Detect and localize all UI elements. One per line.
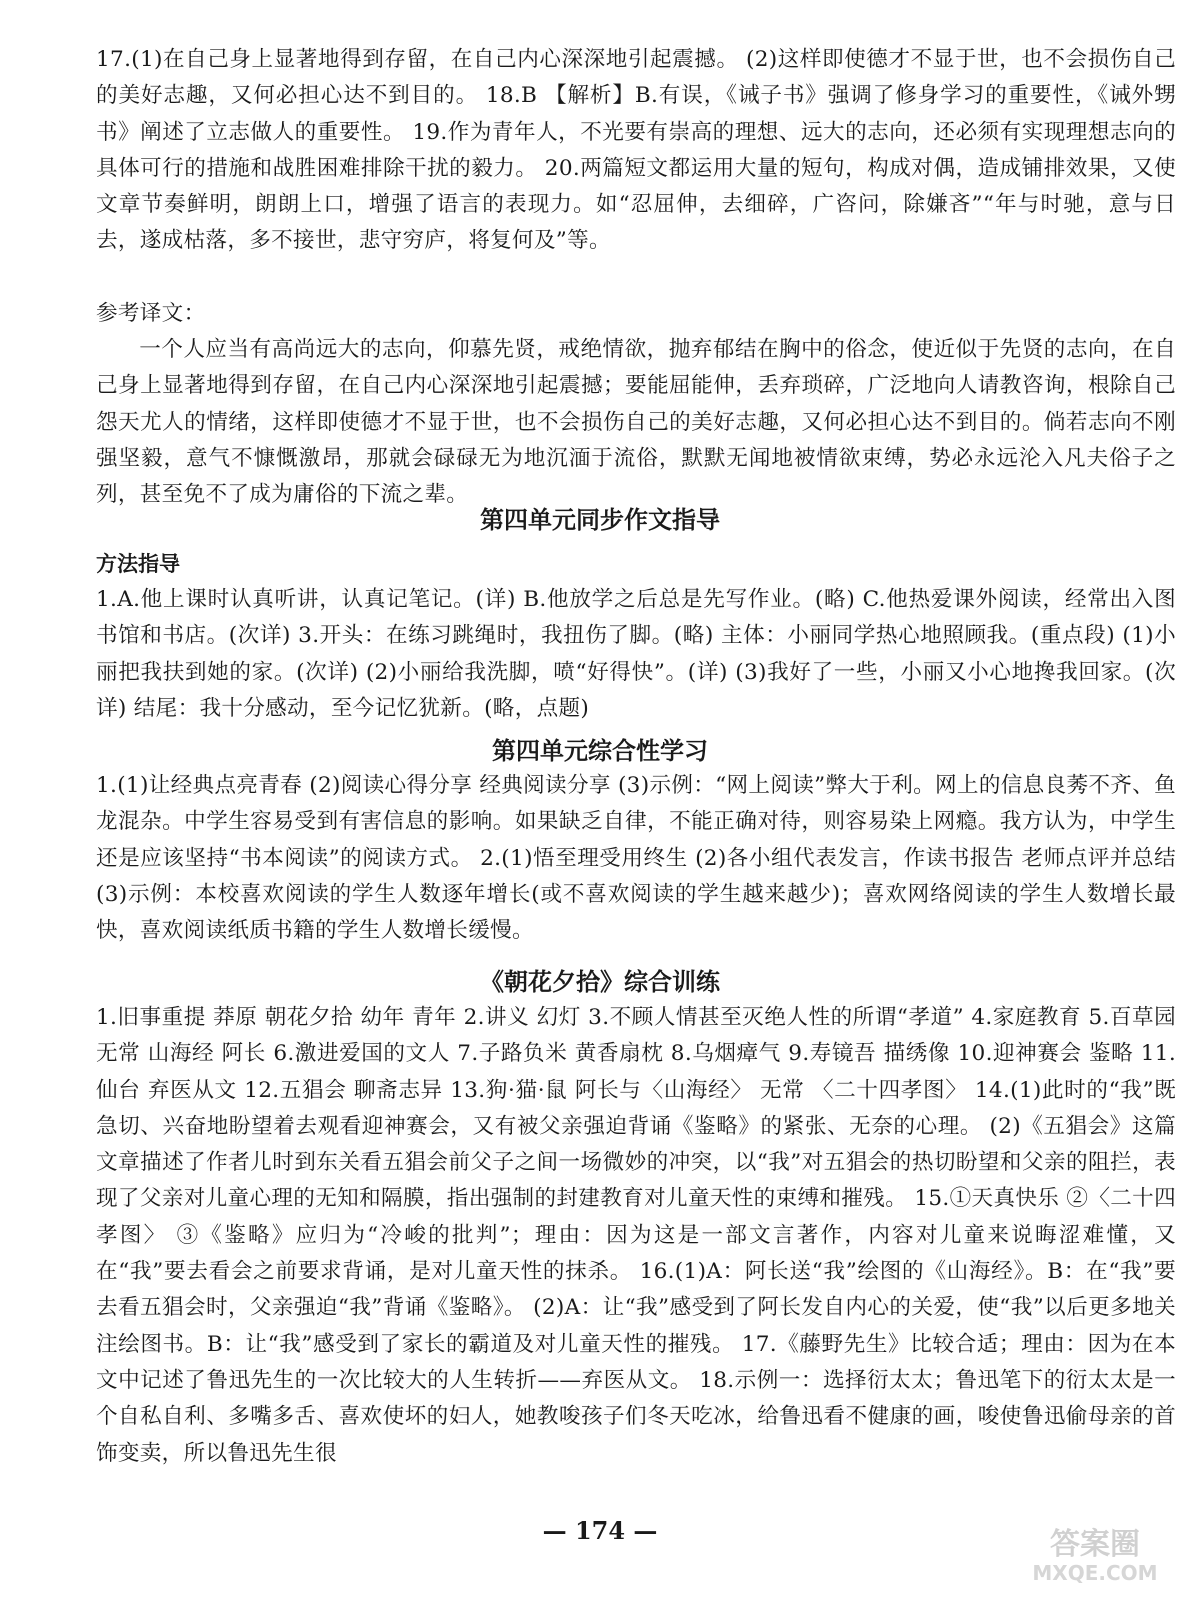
watermark-logo — [1010, 1520, 1180, 1586]
heading-zhaohua-xishi-training: 《朝花夕拾》综合训练 — [480, 967, 720, 996]
zhaohua-xishi-answers: 1.旧事重提 莽原 朝花夕拾 幼年 青年 2.讲义 幻灯 3.不顾人情甚至灭绝人性的所谓“孝道” 4.家庭教育 5.百草园 无常 山海经 阿长 6.激进爱国的文人 7.子路负米 黄香扇枕 8.乌烟瘴气 9.寿镜吾 描绣像 10.迎神赛会 鉴略 11.仙台 弃医从文 12.五猖会 聊斋志异 13.狗·猫·鼠 阿长与〈山海经〉 无常 〈二十四孝图〉 14.(1)此时的“我”既急切、兴奋地盼望着去观看迎神赛会，又有被父亲强迫背诵《鉴略》的紧张、无奈的心理。 (2)《五猖会》这篇文章描述了作者儿时到东关看五猖会前父子之间一场微妙的冲突，以“我”对五猖会的热切盼望和父亲的阻拦，表现了父亲对儿童心理的无知和隔膜，指出强制的封建教育对儿童天性的束缚和摧残。 15.①天真快乐 ②〈二十四孝图〉 ③《鉴略》应归为“冷峻的批判”；理由：因为这是一部文言著作，内容对儿童来说晦涩难懂，又在“我”要去看会之前要求背诵，是对儿童天性的抹杀。 16.(1)A：阿长送“我”绘图的《山海经》。B：在“我”要去看五猖会时，父亲强迫“我”背诵《鉴略》。 (2)A：让“我”感受到了阿长发自内心的关爱，使“我”以后更多地关注绘图书。B：让“我”感受到了家长的霸道及对儿童天性的摧残。 17.《藤野先生》比较合适；理由：因为在本文中记述了鲁迅先生的一次比较大的人生转折——弃医从文。 18.示例一：选择衍太太；鲁迅笔下的衍太太是一个自私自利、多嘴多舌、喜欢使坏的妇人，她教唆孩子们冬天吃冰，给鲁迅看不健康的画，唆使鲁迅偷母亲的首饰变卖，所以鲁迅先生很 — [96, 1005, 1176, 1466]
answers-17-20-text: 17.(1)在自己身上显著地得到存留，在自己内心深深地引起震撼。 (2)这样即使德才不显于世，也不会损伤自己的美好志趣，又何必担心达不到目的。 18.B 【解析】B.有误，《诫子书》强调了修身学习的重要性，《诫外甥书》阐述了立志做人的重要性。 19.作为青年人，不光要有崇高的理想、远大的志向，还必须有实现理想志向的具体可行的措施和战胜困难排除干扰的毅力。 20.两篇短文都运用大量的短句，构成对偶，造成铺排效果，又使文章节奏鲜明，朗朗上口，增强了语言的表现力。如“忍屈伸，去细碎，广咨问，除嫌吝”“年与时驰，意与日去，遂成枯落，多不接世，悲守穷庐，将复何及”等。 — [96, 47, 1176, 254]
reference-translation-label: 参考译文： — [96, 301, 206, 326]
heading-writing-guidance: 第四单元同步作文指导 — [480, 505, 720, 534]
page-number: — 174 — — [542, 1516, 658, 1545]
heading-comprehensive-learning: 第四单元综合性学习 — [492, 736, 708, 765]
subheading-method-guidance: 方法指导 — [96, 551, 180, 576]
comprehensive-learning-answers: 1.(1)让经典点亮青春 (2)阅读心得分享 经典阅读分享 (3)示例：“网上阅读”弊大于利。网上的信息良莠不齐、鱼龙混杂。中学生容易受到有害信息的影响。如果缺乏自律，不能正确对待，则容易染上网瘾。我方认为，中学生还是应该坚持“书本阅读”的阅读方式。 2.(1)悟至理受用终生 (2)各小组代表发言，作读书报告 老师点评并总结 (3)示例：本校喜欢阅读的学生人数逐年增长(或不喜欢阅读的学生越来越少)；喜欢网络阅读的学生人数增长最快，喜欢阅读纸质书籍的学生人数增长缓慢。 — [96, 773, 1176, 944]
writing-guidance-answers: 1.A.他上课时认真听讲，认真记笔记。(详) B.他放学之后总是先写作业。(略) C.他热爱课外阅读，经常出入图书馆和书店。(次详) 3.开头：在练习跳绳时，我扭伤了脚。(略) 主体：小丽同学热心地照顾我。(重点段) (1)小丽把我扶到她的家。(次详) (2)小丽给我洗脚，喷“好得快”。(详) (3)我好了一些，小丽又小心地搀我回家。(次详) 结尾：我十分感动，至今记忆犹新。(略，点题) — [96, 587, 1176, 721]
watermark-logo-text: 答案圈 — [1050, 1527, 1140, 1562]
answers-17-20 — [96, 42, 1176, 260]
reference-translation: 一个人应当有高尚远大的志向，仰慕先贤，戒绝情欲，抛弃郁结在胸中的俗念，使近似于先贤的志向，在自己身上显著地得到存留，在自己内心深深地引起震撼；要能屈能伸，丢弃琐碎，广泛地向人请教咨询，根除自己怨天尤人的情绪，这样即使德才不显于世，也不会损伤自己的美好志趣，又何必担心达不到目的。倘若志向不刚强坚毅，意气不慷慨激昂，那就会碌碌无为地沉湎于流俗，默默无闻地被情欲束缚，势必永远沦入凡夫俗子之列，甚至免不了成为庸俗的下流之辈。 — [96, 337, 1176, 508]
watermark-logo-url: MXQE.COM — [1032, 1561, 1158, 1585]
